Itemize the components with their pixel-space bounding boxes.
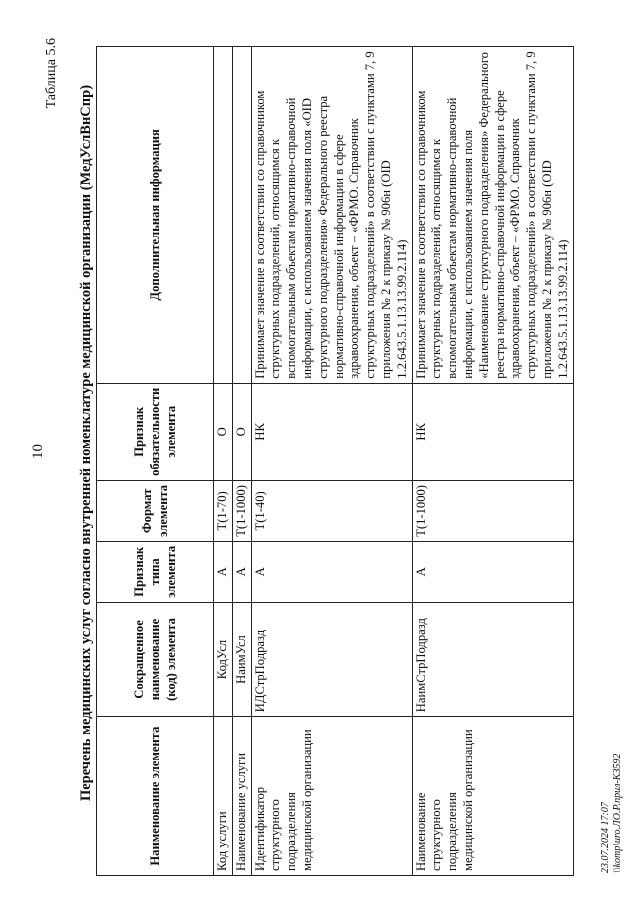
cell-type: А	[251, 541, 412, 602]
table-row	[214, 47, 233, 876]
table-row	[232, 47, 251, 876]
stamp-datetime: 23.07.2024 17:07	[600, 802, 611, 873]
print-stamp	[600, 754, 624, 873]
cell-info: Принимает значение в соответствии со справочником структурных подразделений, относящимся к вспомогательным объектам нормативно-справочной информации, с использованием значения поля «Наименование структурного подразделения» Федерального реестра нормативно-справочной информации в сфере здравоохранения, объект – «ФРМО. Справочник структурных подразделений» в соответствии с пунктами 7, 9 приложения № 2 к приказу № 906н (OID 1.2.643.5.1.13.13.99.2.114)	[412, 47, 573, 384]
table-title: Перечень медицинских услуг согласно внутренней номенклатуре медицинской организации (МедУслВнСпр)	[78, 84, 94, 802]
table-row	[251, 47, 412, 876]
cell-name: Код услуги	[214, 717, 233, 876]
cell-name: Наименование услуги	[232, 717, 251, 876]
header-type: Признак типа элемента	[97, 541, 214, 602]
header-required: Признак обязательности элемента	[97, 383, 214, 480]
table-number: Таблица 5.6	[44, 38, 59, 109]
cell-code: НаимСтрПодразд	[412, 602, 573, 716]
header-element-name: Наименование элемента	[97, 717, 214, 876]
cell-name: Наименование структурного подразделения медицинской организации	[412, 717, 573, 876]
elements-table	[96, 46, 574, 876]
cell-required: О	[214, 383, 233, 480]
cell-info	[232, 47, 251, 384]
table-header-row	[97, 47, 214, 876]
header-short-code: Сокращенное наименование (код) элемента	[97, 602, 214, 716]
header-format: Формат элемента	[97, 480, 214, 541]
cell-name: Идентификатор структурного подразделения медицинской организации	[251, 717, 412, 876]
cell-type: А	[214, 541, 233, 602]
page-number: 10	[30, 444, 46, 459]
cell-info: Принимает значение в соответствии со справочником структурных подразделений, относящимся к вспомогательным объектам нормативно-справочной информации, с использованием значения поля «OID структурного подразделения» Федерального реестра нормативно-справочной информации в сфере здравоохранения, объект – «ФРМО. Справочник структурных подразделений» в соответствии с пунктами 7, 9 приложения № 2 к приказу № 906н (OID 1.2.643.5.1.13.13.99.2.114)	[251, 47, 412, 384]
cell-type: А	[412, 541, 573, 602]
cell-required: О	[232, 383, 251, 480]
cell-required: НК	[251, 383, 412, 480]
stamp-path: \\komp\uro.ЛО.Р.прил-КЗ592	[612, 753, 623, 873]
cell-format: T(1-1000)	[412, 480, 573, 541]
cell-code: КодУсл	[214, 602, 233, 716]
cell-format: T(1-40)	[251, 480, 412, 541]
cell-format: T(1-70)	[214, 480, 233, 541]
table-row	[412, 47, 573, 876]
cell-required: НК	[412, 383, 573, 480]
cell-info	[214, 47, 233, 384]
cell-format: T(1-1000)	[232, 480, 251, 541]
cell-code: ИДСтрПодразд	[251, 602, 412, 716]
header-info: Дополнительная информация	[97, 47, 214, 384]
cell-code: НаимУсл	[232, 602, 251, 716]
cell-type: А	[232, 541, 251, 602]
